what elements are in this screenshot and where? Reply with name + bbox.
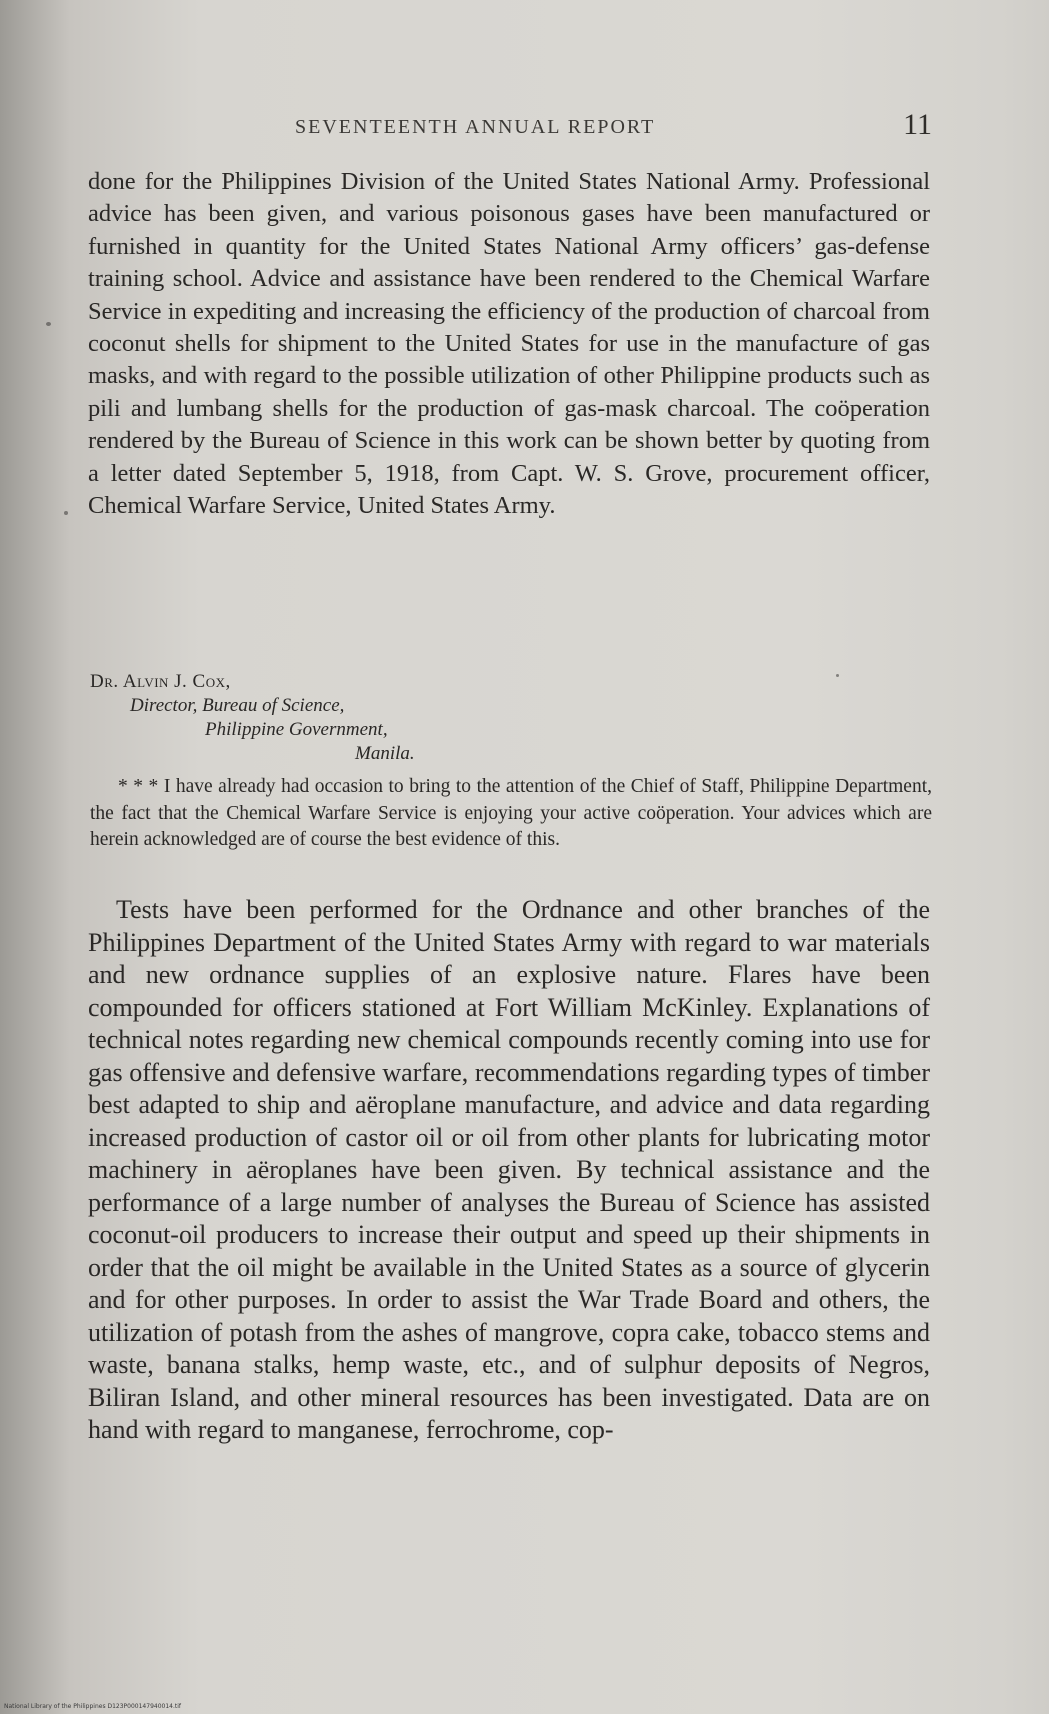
paragraph-chemical-warfare: done for the Philippines Division of the United States National Army. Professional advice has been given, and various poisonous gases have been manufactured or furnished in quantity for the United States National Army officers’ gas-defense training school. Advice and assistance have been rendered to the Chemical Warfare Service in expediting and increasing the efficiency of the production of charcoal from coconut shells for shipment to the United States for use in the manufacture of gas masks, and with regard to the possible utilization of other Philippine products such as pili and lumbang shells for the production of gas-mask charcoal. The coöperation rendered by the Bureau of Science in this work can be shown better by quoting from a letter dated September 5, 1918, from Capt. W. S. Grove, procurement officer, Chemical Warfare Service, United States Army. (88, 168, 930, 520)
letter-addressee: Dr. Alvin J. Cox, (90, 671, 231, 692)
running-header (90, 108, 932, 146)
letter-address-line-3: Manila. (355, 743, 415, 764)
letter-address-line-2: Philippine Government, (205, 719, 388, 740)
letter-address-block (90, 670, 932, 766)
scan-footer-mark: National Library of the Philippines D123P000147940014.tif (4, 1703, 182, 1710)
letter-quote (90, 774, 932, 854)
page-smudge (64, 511, 68, 515)
letter-quote-text: * * * I have already had occasion to bring to the attention of the Chief of Staff, Philippine Department, the fact that the Chemical Warfare Service is enjoying your active coöperation. Your advices which are herein acknowledged are of course the best evidence of this. (90, 776, 932, 850)
paragraph-ordnance-tests (88, 894, 930, 1447)
page-smudge (46, 322, 51, 326)
page-number: 11 (903, 108, 932, 141)
running-title: SEVENTEENTH ANNUAL REPORT (295, 116, 656, 138)
paragraph-ordnance-text: Tests have been performed for the Ordnance and other branches of the Philippines Department of the United States Army with regard to war materials and new ordnance supplies of an explosive nature. Flares have been compounded for officers stationed at Fort William McKinley. Explanations of technical notes regarding new chemical compounds recently coming into use for gas offensive and defensive warfare, recommendations regarding types of timber best adapted to ship and aëroplane manufacture, and advice and data regarding increased production of castor oil or oil from other plants for lubricating motor machinery in aëroplanes have been given. By technical assistance and the performance of a large number of analyses the Bureau of Science has assisted coconut-oil producers to increase their output and speed up their shipments in order that the oil might be available in the United States as a source of glycerin and for other purposes. In order to assist the War Trade Board and others, the utilization of potash from the ashes of mangrove, copra cake, tobacco stems and waste, banana stalks, hemp waste, etc., and of sulphur deposits of Negros, Biliran Island, and other mineral resources has been investigated. Data are on hand with regard to manganese, ferrochrome, cop- (88, 895, 930, 1444)
page-smudge (836, 674, 839, 677)
letter-address-line-1: Director, Bureau of Science, (130, 695, 345, 716)
